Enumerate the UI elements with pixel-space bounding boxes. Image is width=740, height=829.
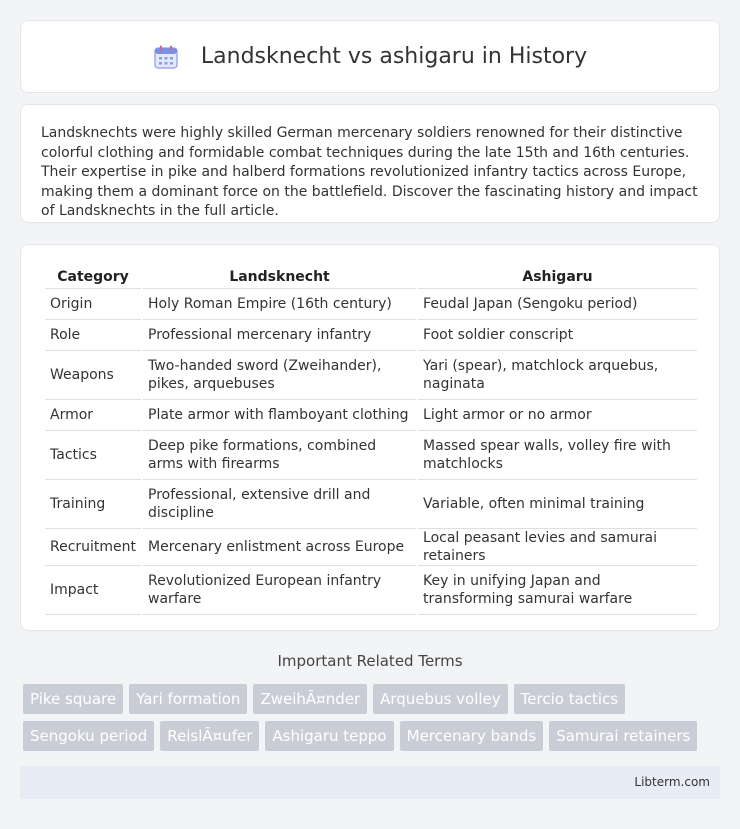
tag-mercenary-bands[interactable]: Mercenary bands <box>400 721 544 751</box>
table-row <box>45 529 697 566</box>
cell-landsknecht: Holy Roman Empire (16th century) <box>143 289 416 320</box>
cell-ashigaru: Foot soldier conscript <box>418 320 697 351</box>
page-title: Landsknecht vs ashigaru in History <box>200 44 588 69</box>
tag-zweihander[interactable]: ZweihÃ¤nder <box>253 684 367 714</box>
cell-landsknecht: Plate armor with flamboyant clothing <box>143 400 416 431</box>
cell-category: Armor <box>45 400 141 431</box>
cell-category: Weapons <box>45 351 141 400</box>
table-row <box>45 566 697 615</box>
cell-ashigaru: Variable, often minimal training <box>418 480 697 529</box>
intro-text: Landsknechts were highly skilled German mercenary soldiers renowned for their distinctive colorful clothing and formidable combat techniques during the late 15th and 16th centuries. Their expertise in pike and halberd formations revolutionized infantry tactics across Europe, making them a dominant force on the battlefield. Discover the fascinating history and impact of Landsknechts in the full article. <box>41 125 698 219</box>
header-ashigaru: Ashigaru <box>418 265 697 289</box>
cell-landsknecht: Revolutionized European infantry warfare <box>143 566 416 615</box>
cell-ashigaru: Light armor or no armor <box>418 400 697 431</box>
cell-landsknecht: Deep pike formations, combined arms with firearms <box>143 431 416 480</box>
tag-ashigaru-teppo[interactable]: Ashigaru teppo <box>265 721 393 751</box>
table-row <box>45 320 697 351</box>
footer <box>20 766 720 799</box>
tag-yari-formation[interactable]: Yari formation <box>129 684 247 714</box>
cell-landsknecht: Mercenary enlistment across Europe <box>143 529 416 566</box>
tag-sengoku-period[interactable]: Sengoku period <box>23 721 154 751</box>
cell-landsknecht: Professional mercenary infantry <box>143 320 416 351</box>
table-row <box>45 480 697 529</box>
cell-category: Recruitment <box>45 529 141 566</box>
tag-arquebus-volley[interactable]: Arquebus volley <box>373 684 508 714</box>
calendar-icon <box>153 44 179 70</box>
related-terms-title: Important Related Terms <box>277 652 463 670</box>
cell-ashigaru: Key in unifying Japan and transforming samurai warfare <box>418 566 697 615</box>
comparison-card <box>20 244 720 631</box>
table-row <box>45 400 697 431</box>
cell-category: Impact <box>45 566 141 615</box>
table-row <box>45 351 697 400</box>
footer-site-link[interactable]: Libterm.com <box>634 775 710 789</box>
intro-card <box>20 104 720 223</box>
tag-samurai-retainers[interactable]: Samurai retainers <box>549 721 697 751</box>
cell-ashigaru: Yari (spear), matchlock arquebus, naginata <box>418 351 697 400</box>
table-header-row <box>45 265 697 289</box>
cell-category: Origin <box>45 289 141 320</box>
tag-pike-square[interactable]: Pike square <box>23 684 123 714</box>
cell-ashigaru: Local peasant levies and samurai retainers <box>418 529 697 566</box>
header-category: Category <box>45 265 141 289</box>
cell-ashigaru: Feudal Japan (Sengoku period) <box>418 289 697 320</box>
tag-reislaufer[interactable]: ReislÃ¤ufer <box>160 721 259 751</box>
header-card <box>20 20 720 93</box>
related-terms-tags <box>23 684 723 758</box>
table-row <box>45 431 697 480</box>
cell-category: Role <box>45 320 141 351</box>
tag-row <box>23 684 723 714</box>
header-landsknecht: Landsknecht <box>143 265 416 289</box>
cell-landsknecht: Two-handed sword (Zweihander), pikes, arquebuses <box>143 351 416 400</box>
table-row <box>45 289 697 320</box>
cell-category: Training <box>45 480 141 529</box>
tag-tercio-tactics[interactable]: Tercio tactics <box>514 684 625 714</box>
cell-ashigaru: Massed spear walls, volley fire with matchlocks <box>418 431 697 480</box>
cell-category: Tactics <box>45 431 141 480</box>
cell-landsknecht: Professional, extensive drill and discipline <box>143 480 416 529</box>
tag-row <box>23 721 723 751</box>
comparison-table <box>43 265 699 615</box>
